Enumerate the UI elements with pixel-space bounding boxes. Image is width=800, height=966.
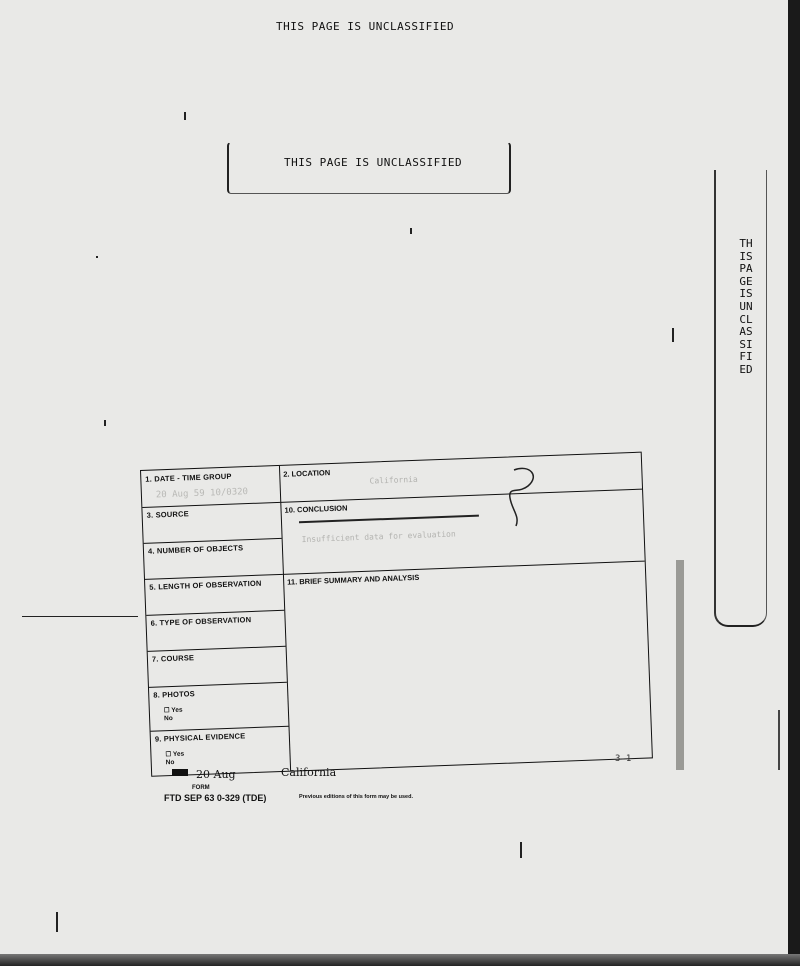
scan-speck bbox=[778, 710, 780, 770]
field-label: 5. LENGTH OF OBSERVATION bbox=[149, 578, 262, 592]
evidence-yes-checkbox: ☐ Yes bbox=[165, 750, 185, 759]
scan-speck bbox=[520, 842, 522, 858]
scan-speck bbox=[184, 112, 186, 120]
scan-streak bbox=[676, 560, 684, 770]
date-entry: 20 Aug bbox=[196, 768, 236, 781]
faint-entry: California bbox=[369, 474, 418, 486]
scan-edge-right bbox=[788, 0, 800, 966]
field-label: 3. SOURCE bbox=[146, 509, 190, 520]
field-brief-summary bbox=[283, 561, 652, 771]
pen-mark bbox=[500, 466, 540, 530]
field-label: 1. DATE - TIME GROUP bbox=[145, 471, 232, 484]
top-unclassified-stamp: THIS PAGE IS UNCLASSIFIED bbox=[276, 20, 455, 33]
photos-yes-checkbox: ☐ Yes bbox=[163, 706, 183, 715]
field-label: 10. CONCLUSION bbox=[284, 503, 348, 515]
field-label: 11. BRIEF SUMMARY AND ANALYSIS bbox=[287, 572, 420, 587]
scan-speck bbox=[96, 256, 98, 258]
field-label: 4. NUMBER OF OBJECTS bbox=[147, 543, 244, 556]
checked-box-mark bbox=[172, 769, 188, 776]
faint-entry: Insufficient data for evaluation bbox=[301, 529, 456, 545]
field-label: 7. COURSE bbox=[151, 653, 195, 664]
unclassified-stamp-text: THIS PAGE IS UNCLASSIFIED bbox=[284, 156, 463, 169]
form-border bbox=[140, 452, 653, 777]
field-label: 6. TYPE OF OBSERVATION bbox=[150, 615, 252, 628]
vertical-unclassified-stamp: THIS PAGE IS UNCLASSIFIED bbox=[739, 237, 760, 376]
field-label: 2. LOCATION bbox=[283, 468, 331, 479]
project-card-form bbox=[140, 451, 659, 779]
field-label: 9. PHYSICAL EVIDENCE bbox=[154, 731, 246, 744]
form-left-column bbox=[141, 466, 291, 776]
form-word: FORM bbox=[192, 785, 210, 791]
scan-speck bbox=[22, 616, 138, 617]
scan-edge-bottom bbox=[0, 954, 800, 966]
scan-speck bbox=[672, 328, 674, 342]
location-entry: California bbox=[281, 766, 337, 779]
photos-no-checkbox: No bbox=[164, 714, 173, 723]
faint-entry: 20 Aug 59 10/0320 bbox=[155, 487, 249, 501]
scan-speck bbox=[56, 912, 58, 932]
previous-editions-note: Previous editions of this form may be used. bbox=[299, 794, 413, 800]
field-label: 8. PHOTOS bbox=[153, 689, 196, 700]
page-number: 3-1 bbox=[615, 754, 632, 764]
form-code: FTD SEP 63 0-329 (TDE) bbox=[164, 793, 267, 803]
struck-line bbox=[299, 515, 479, 524]
scan-speck bbox=[410, 228, 412, 234]
scan-speck bbox=[104, 420, 106, 426]
evidence-no-checkbox: No bbox=[165, 758, 175, 767]
field-photos bbox=[149, 682, 289, 732]
